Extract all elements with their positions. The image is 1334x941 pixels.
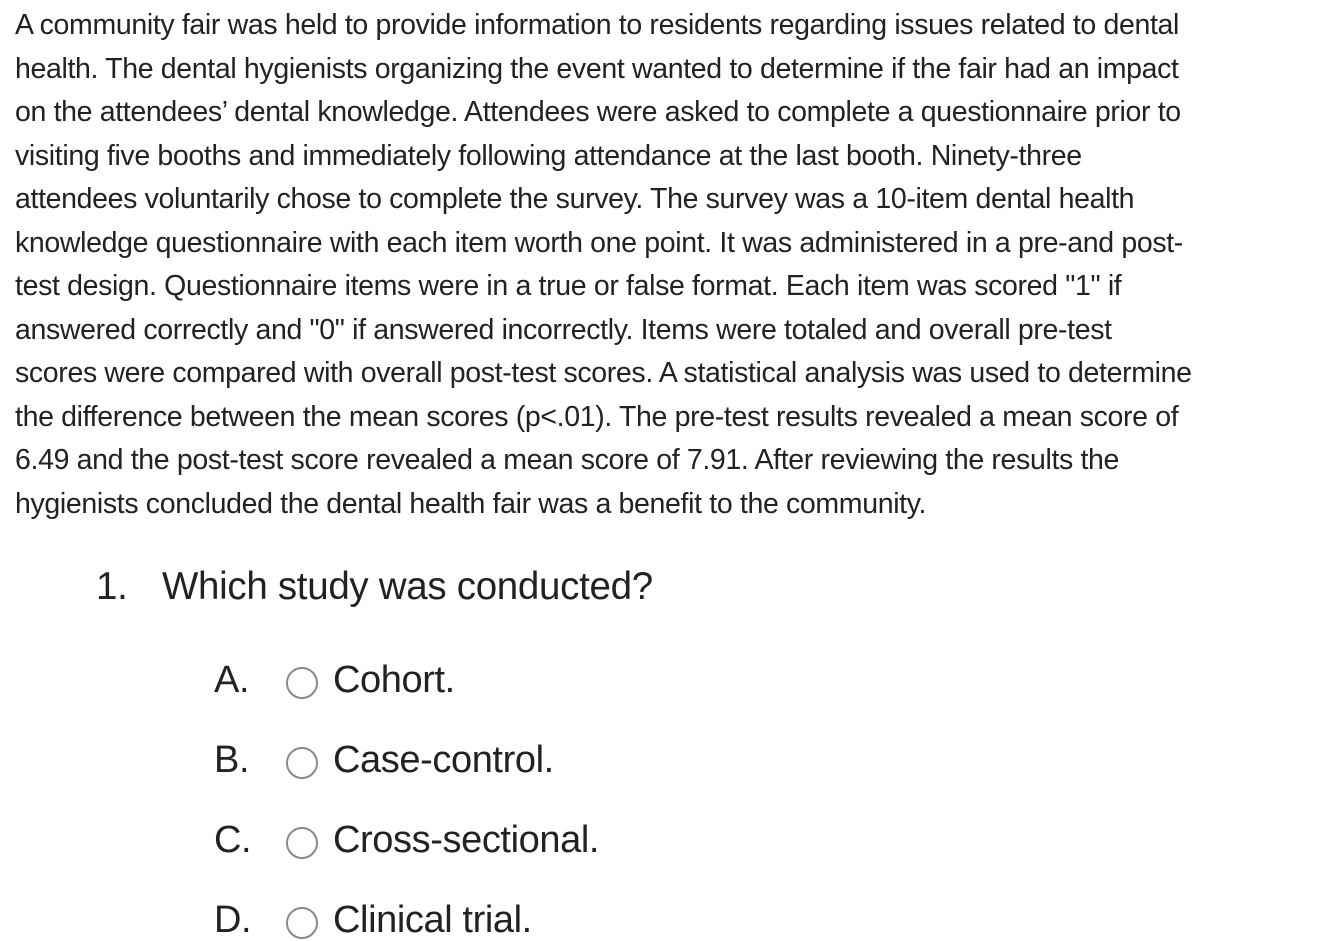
passage <box>15 4 1331 526</box>
passage-line: 6.49 and the post-test score revealed a mean score of 7.91. After reviewing the results the <box>15 444 1120 476</box>
option-c[interactable] <box>214 800 599 880</box>
option-letter: A. <box>214 658 250 701</box>
passage-line: health. The dental hygienists organizing the event wanted to determine if the fair had an impact <box>15 52 1179 85</box>
option-letter: B. <box>214 738 250 781</box>
passage-line: test design. Questionnaire items were in a true or false format. Each item was scored "1" if <box>15 270 1122 302</box>
radio-unselected-icon[interactable] <box>286 747 318 779</box>
option-letter: D. <box>214 898 252 941</box>
answer-options <box>214 640 599 941</box>
radio-unselected-icon[interactable] <box>286 667 318 699</box>
passage-line: hygienists concluded the dental health fair was a benefit to the community. <box>15 487 927 520</box>
option-label: Case-control. <box>333 738 554 781</box>
option-d[interactable] <box>214 880 599 941</box>
passage-line: visiting five booths and immediately following attendance at the last booth. Ninety-three <box>15 139 1082 172</box>
option-label: Cross-sectional. <box>333 818 600 861</box>
option-b[interactable] <box>214 720 599 800</box>
passage-line: the difference between the mean scores (p<.01). The pre-test results revealed a mean score of <box>15 400 1179 433</box>
passage-line: on the attendees’ dental knowledge. Attendees were asked to complete a questionnaire prior to <box>15 96 1181 128</box>
passage-line: knowledge questionnaire with each item worth one point. It was administered in a pre-and post- <box>15 226 1183 259</box>
option-a[interactable] <box>214 640 599 720</box>
radio-unselected-icon[interactable] <box>286 907 318 939</box>
radio-unselected-icon[interactable] <box>286 827 318 859</box>
option-letter: C. <box>214 818 252 861</box>
question-number: 1. <box>96 565 128 608</box>
passage-line: A community fair was held to provide information to residents regarding issues related to dental <box>15 9 1180 41</box>
option-label: Clinical trial. <box>333 898 532 941</box>
question-text: Which study was conducted? <box>162 565 653 608</box>
passage-line: scores were compared with overall post-test scores. A statistical analysis was used to determine <box>15 357 1192 389</box>
question-1 <box>96 562 653 612</box>
option-label: Cohort. <box>333 658 455 701</box>
passage-line: answered correctly and "0" if answered incorrectly. Items were totaled and overall pre-test <box>15 313 1112 346</box>
passage-line: attendees voluntarily chose to complete the survey. The survey was a 10-item dental health <box>15 183 1135 215</box>
